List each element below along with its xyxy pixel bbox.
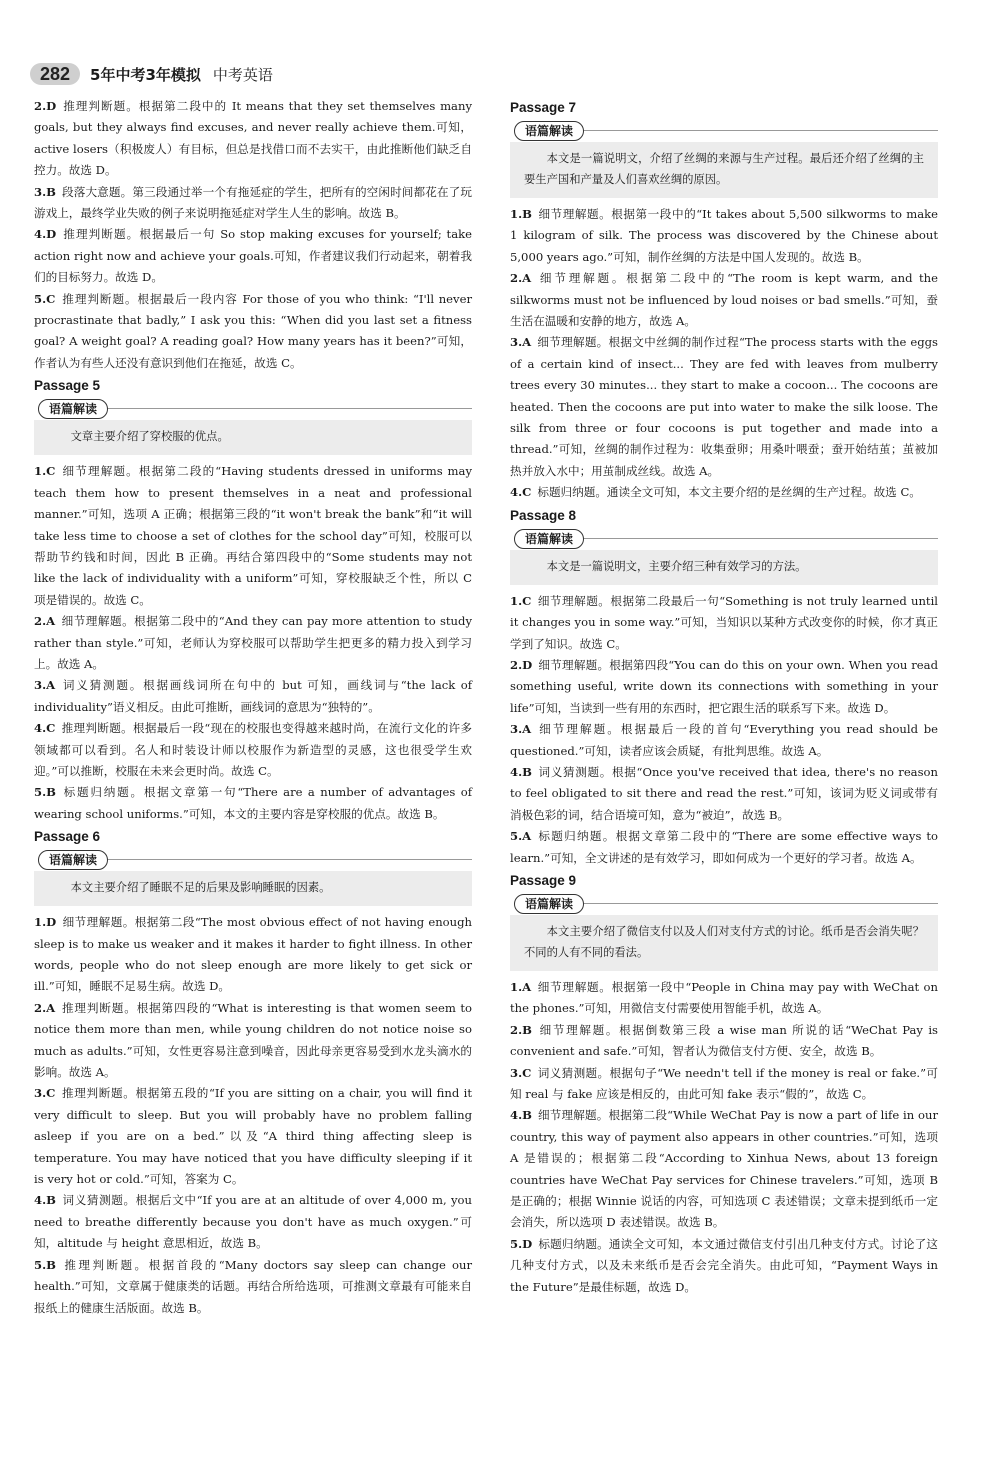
answer-number: 1.A bbox=[510, 979, 532, 994]
answer-explanation bbox=[34, 611, 472, 675]
answer-explanation bbox=[34, 782, 472, 825]
answer-explanation bbox=[34, 718, 472, 782]
reading-intro-box bbox=[34, 871, 472, 906]
reading-intro-tag bbox=[514, 893, 938, 913]
explanation-text: 词义猜测题。根据“Once you've received that idea, there's no reason to feel obligated to sit there and read the rest.”可知，该词为贬义词或带有消极色彩的词，结合语境可知，意为“被迫”，故选 B。 bbox=[510, 764, 938, 822]
answer-explanation bbox=[510, 591, 938, 655]
answer-explanation bbox=[510, 1020, 938, 1063]
answer-explanation bbox=[510, 332, 938, 482]
answer-explanation bbox=[510, 482, 938, 503]
book-subject: 中考英语 bbox=[212, 65, 273, 84]
explanation-text: 推理判断题。根据第五段的“If you are sitting on a chair, you will find it very difficult to sleep. But you will probably have no problem falling asleep if you are on a bed.”以及“A third thing affecting sleep is temperature. You may have noticed that you have difficulty sleeping if it is very hot or cold.”可知，答案为 C。 bbox=[34, 1086, 472, 1187]
explanation-text: 细节理解题。根据第二段的“Having students dressed in uniforms may teach them how to present themselves in a neat and professional manner.”可知，选项 A 正确；根据第三段的“it won't break the bank”和“it will take less time to choose a set of clothes for the school day”可知，校服可以帮助节约钱和时间，因此 B 正确。再结合第四段中的“Some students may not like the lack of individuality with a uniform”可知，穿校服缺乏个性，所以 C 项是错误的。故选 C。 bbox=[34, 464, 472, 607]
reading-intro-box bbox=[510, 915, 938, 971]
explanation-text: 推理判断题。根据第四段的“What is interesting is that women seem to notice them more than men, while young children do not notice noise so much as adults.”可知，女性更容易注意到噪音，因此母亲更容易受到水龙头滴水的影响。故选 A。 bbox=[34, 1000, 472, 1080]
answer-number: 3.A bbox=[34, 678, 56, 693]
reading-intro-label: 语篇解读 bbox=[514, 121, 584, 141]
answer-explanation bbox=[510, 826, 938, 869]
answer-number: 1.C bbox=[510, 593, 532, 608]
reading-intro-text: 本文主要介绍了睡眠不足的后果及影响睡眠的因素。 bbox=[70, 881, 331, 895]
answer-number: 4.D bbox=[34, 227, 57, 242]
explanation-text: 细节理解题。根据第二段中的“And they can pay more attention to study rather than style.”可知，老师认为穿校服可以帮助学生把更多的精力投入到学习上。故选 A。 bbox=[34, 614, 472, 671]
explanation-text: 细节理解题。根据第二段“While WeChat Pay is now a part of life in our country, this way of payment also appears in other countries.”可知，选项 A 是错误的；根据第二段“According to Xinhua News, about 13 foreign countries have WeChat Pay services for Chinese travelers.”可知，选项 B 是正确的；根据 Winnie 说话的内容，可知选项 C 表述错误；文章未提到纸币一定会消失，所以选项 D 表述错误。故选 B。 bbox=[510, 1108, 938, 1230]
reading-intro-label: 语篇解读 bbox=[38, 399, 108, 419]
answer-explanation bbox=[34, 1190, 472, 1254]
explanation-text: 标题归纳题。根据文章第一句“There are a number of advantages of wearing school uniforms.”可知，本文的主要内容是穿校服的优点。故选 B。 bbox=[34, 785, 472, 821]
answer-explanation bbox=[34, 1255, 472, 1319]
explanation-text: 推理判断题。根据最后一句 So stop making excuses for yourself; take action right now and achieve your goals.可知，作者建议我们行动起来，朝着我们的目标努力。故选 D。 bbox=[34, 227, 472, 285]
reading-intro-box bbox=[510, 142, 938, 198]
answer-number: 4.C bbox=[510, 485, 532, 500]
answer-number: 2.A bbox=[510, 271, 532, 286]
reading-intro-text: 本文是一篇说明文，介绍了丝绸的来源与生产过程。最后还介绍了丝绸的主要生产国和产量及人们喜欢丝绸的原因。 bbox=[524, 152, 924, 186]
answer-number: 3.A bbox=[510, 722, 532, 737]
passage-heading: Passage 7 bbox=[510, 100, 577, 115]
explanation-text: 词义猜测题。根据句子“We needn't tell if the money is real or fake.”可知 real 与 fake 应该是相反的，由此可知 fake 表示“假的”，故选 C。 bbox=[510, 1065, 938, 1101]
right-column bbox=[510, 96, 938, 1298]
explanation-text: 词义猜测题。根据后文中“If you are at an altitude of over 4,000 m, you need to breathe differently because you don't have as much oxygen.”可知，altitude 与 height 意思相近，故选 B。 bbox=[34, 1193, 472, 1251]
answer-explanation bbox=[510, 268, 938, 332]
answer-number: 5.D bbox=[510, 1236, 533, 1251]
answer-number: 5.B bbox=[34, 785, 56, 800]
answer-number: 2.D bbox=[510, 657, 533, 672]
explanation-text: 细节理解题。根据第一段中“People in China may pay with WeChat on the phones.”可知，用微信支付需要使用智能手机，故选 A。 bbox=[510, 979, 938, 1016]
answer-number: 1.B bbox=[510, 207, 532, 221]
reading-intro-text: 本文主要介绍了微信支付以及人们对支付方式的讨论。纸币是否会消失呢？不同的人有不同的看法。 bbox=[524, 924, 924, 959]
reading-intro-box bbox=[34, 420, 472, 455]
answer-explanation bbox=[510, 719, 938, 762]
page-header bbox=[30, 62, 273, 86]
reading-intro-box bbox=[510, 550, 938, 585]
answer-number: 4.C bbox=[34, 721, 56, 736]
explanation-text: 标题归纳题。根据文章第二段中的“There are some effective ways to learn.”可知，全文讲述的是有效学习，即如何成为一个更好的学习者。故选 A。 bbox=[510, 829, 938, 865]
answer-number: 4.B bbox=[510, 764, 532, 779]
answer-explanation bbox=[510, 1105, 938, 1233]
answer-explanation bbox=[34, 912, 472, 998]
answer-explanation bbox=[510, 762, 938, 826]
explanation-text: 细节理解题。根据第二段“The most obvious effect of not having enough sleep is to make us weaker and it makes it harder to fight illness. In other words, people who do not sleep enough are more likely to get sick or ill.”可知，睡眠不足易生病。故选 D。 bbox=[34, 915, 472, 994]
explanation-text: 标题归纳题。通读全文可知，本文通过微信支付引出几种支付方式。讨论了这几种支付方式，以及未来纸币是否会完全消失。由此可知，“Payment Ways in the Future”是最佳标题，故选 D。 bbox=[510, 1236, 938, 1294]
answer-explanation bbox=[34, 1083, 472, 1190]
passage-heading: Passage 8 bbox=[510, 507, 577, 523]
answer-number: 3.B bbox=[34, 184, 56, 199]
explanation-text: 段落大意题。第三段通过举一个有拖延症的学生，把所有的空闲时间都花在了玩游戏上，最终学业失败的例子来说明拖延症对学生人生的影响。故选 B。 bbox=[34, 184, 472, 221]
answer-explanation bbox=[510, 1234, 938, 1298]
answer-number: 2.A bbox=[34, 1000, 56, 1015]
answer-explanation bbox=[510, 1063, 938, 1106]
explanation-text: 细节理解题。根据第一段中的“It takes about 5,500 silkworms to make 1 kilogram of silk. The process was discovered by the Chinese about 5,000 years ago.”可知，制作丝绸的方法是中国人发现的。故选 B。 bbox=[510, 207, 938, 264]
answer-number: 2.B bbox=[510, 1022, 532, 1037]
reading-intro-label: 语篇解读 bbox=[514, 529, 584, 549]
passage-heading: Passage 9 bbox=[510, 872, 577, 888]
explanation-text: 词义猜测题。根据画线词所在句中的 but 可知，画线词与“the lack of individuality”语义相反。由此可推断，画线词的意思为“独特的”。 bbox=[34, 678, 472, 714]
answer-explanation bbox=[510, 977, 938, 1020]
answer-number: 5.C bbox=[34, 291, 56, 306]
reading-intro-label: 语篇解读 bbox=[514, 894, 584, 914]
explanation-text: 细节理解题。根据第二段最后一句“Something is not truly learned until it changes you in some way.”可知，当知识以某种方式改变你的时候，你才真正学到了知识。故选 C。 bbox=[510, 593, 938, 651]
reading-intro-tag bbox=[514, 528, 938, 548]
answer-explanation bbox=[34, 289, 472, 375]
explanation-text: 细节理解题。根据文中丝绸的制作过程“The process starts with the eggs of a certain kind of insect... They are fed with leaves from mulberry trees every 30 minutes... they start to make a cocoon... The cocoons are heated. Then the cocoons are put into water to make the silk loose. The silk from three or four cocoons is put together and made into a thread.”可知，丝绸的制作过程为：收集蚕卵；用桑叶喂蚕；蚕开始结茧；茧被加热并放入水中；用茧制成丝线。故选 A。 bbox=[510, 335, 938, 478]
answer-number: 5.A bbox=[510, 829, 532, 844]
reading-intro-label: 语篇解读 bbox=[38, 850, 108, 870]
explanation-text: 推理判断题。根据最后一段内容 For those of you who think: “I'll never procrastinate that badly,” I ask you this: “When did you last set a fitness goal? A weight goal? A reading goal? How many years has it been?”可知，作者认为有些人还没有意识到他们在拖延，故选 C。 bbox=[34, 291, 472, 370]
answer-explanation bbox=[34, 675, 472, 718]
answer-explanation bbox=[510, 204, 938, 268]
reading-intro-text: 文章主要介绍了穿校服的优点。 bbox=[70, 430, 229, 444]
answer-number: 4.B bbox=[34, 1193, 56, 1208]
explanation-text: 细节理解题。根据倒数第三段 a wise man 所说的话“WeChat Pay is convenient and safe.”可知，智者认为微信支付方便、安全，故选 B。 bbox=[510, 1022, 938, 1059]
book-title: 5年中考3年模拟 bbox=[90, 65, 201, 84]
reading-intro-text: 本文是一篇说明文，主要介绍三种有效学习的方法。 bbox=[546, 559, 807, 573]
reading-intro-tag bbox=[38, 849, 472, 869]
answer-number: 1.D bbox=[34, 915, 57, 930]
answer-number: 2.D bbox=[34, 99, 57, 113]
answer-explanation bbox=[34, 96, 472, 182]
explanation-text: 细节理解题。根据第四段“You can do this on your own. When you read something useful, write down its connections with something in your life”可知，当读到一些有用的东西时，把它跟生活的联系写下来。故选 D。 bbox=[510, 657, 938, 715]
answer-number: 3.C bbox=[34, 1086, 56, 1101]
reading-intro-tag bbox=[38, 398, 472, 418]
explanation-text: 推理判断题。根据最后一段“现在的校服也变得越来越时尚，在流行文化的许多领域都可以看到。名人和时装设计师以校服作为新造型的灵感，这也很受学生欢迎。”可以推断，校服在未来会更时尚。故选 C。 bbox=[34, 721, 472, 778]
reading-intro-tag bbox=[514, 120, 938, 140]
answer-number: 4.B bbox=[510, 1108, 532, 1123]
left-column bbox=[34, 96, 472, 1319]
passage-heading: Passage 6 bbox=[34, 829, 101, 845]
answer-number: 3.C bbox=[510, 1065, 532, 1080]
answer-explanation bbox=[510, 655, 938, 719]
answer-explanation bbox=[34, 461, 472, 611]
answer-number: 2.A bbox=[34, 614, 56, 629]
answer-explanation bbox=[34, 998, 472, 1084]
answer-explanation bbox=[34, 224, 472, 288]
explanation-text: 细节理解题。根据最后一段的首句“Everything you read should be questioned.”可知，读者应该会质疑，有批判思维。故选 A。 bbox=[510, 722, 938, 758]
explanation-text: 推理判断题。根据首段的“Many doctors say sleep can change our health.”可知，文章属于健康类的话题。再结合所给选项，可推测文章最有可能来自报纸上的健康生活版面。故选 B。 bbox=[34, 1257, 472, 1315]
explanation-text: 细节理解题。根据第二段中的“The room is kept warm, and the silkworms must not be influenced by loud noises or bad smells.”可知，蚕生活在温暖和安静的地方，故选 A。 bbox=[510, 271, 938, 329]
answer-explanation bbox=[34, 182, 472, 225]
passage-heading: Passage 5 bbox=[34, 378, 101, 394]
answer-number: 3.A bbox=[510, 335, 532, 350]
answer-number: 5.B bbox=[34, 1257, 56, 1272]
explanation-text: 标题归纳题。通读全文可知，本文主要介绍的是丝绸的生产过程。故选 C。 bbox=[537, 485, 921, 500]
explanation-text: 推理判断题。根据第二段中的 It means that they set themselves many goals, but they always find excuses, and never really achieve them.可知，active losers（积极废人）有目标，但总是找借口而不去实干，由此推断他们缺乏自控力。故选 D。 bbox=[34, 99, 472, 178]
page-number: 282 bbox=[30, 63, 80, 85]
answer-number: 1.C bbox=[34, 464, 56, 479]
